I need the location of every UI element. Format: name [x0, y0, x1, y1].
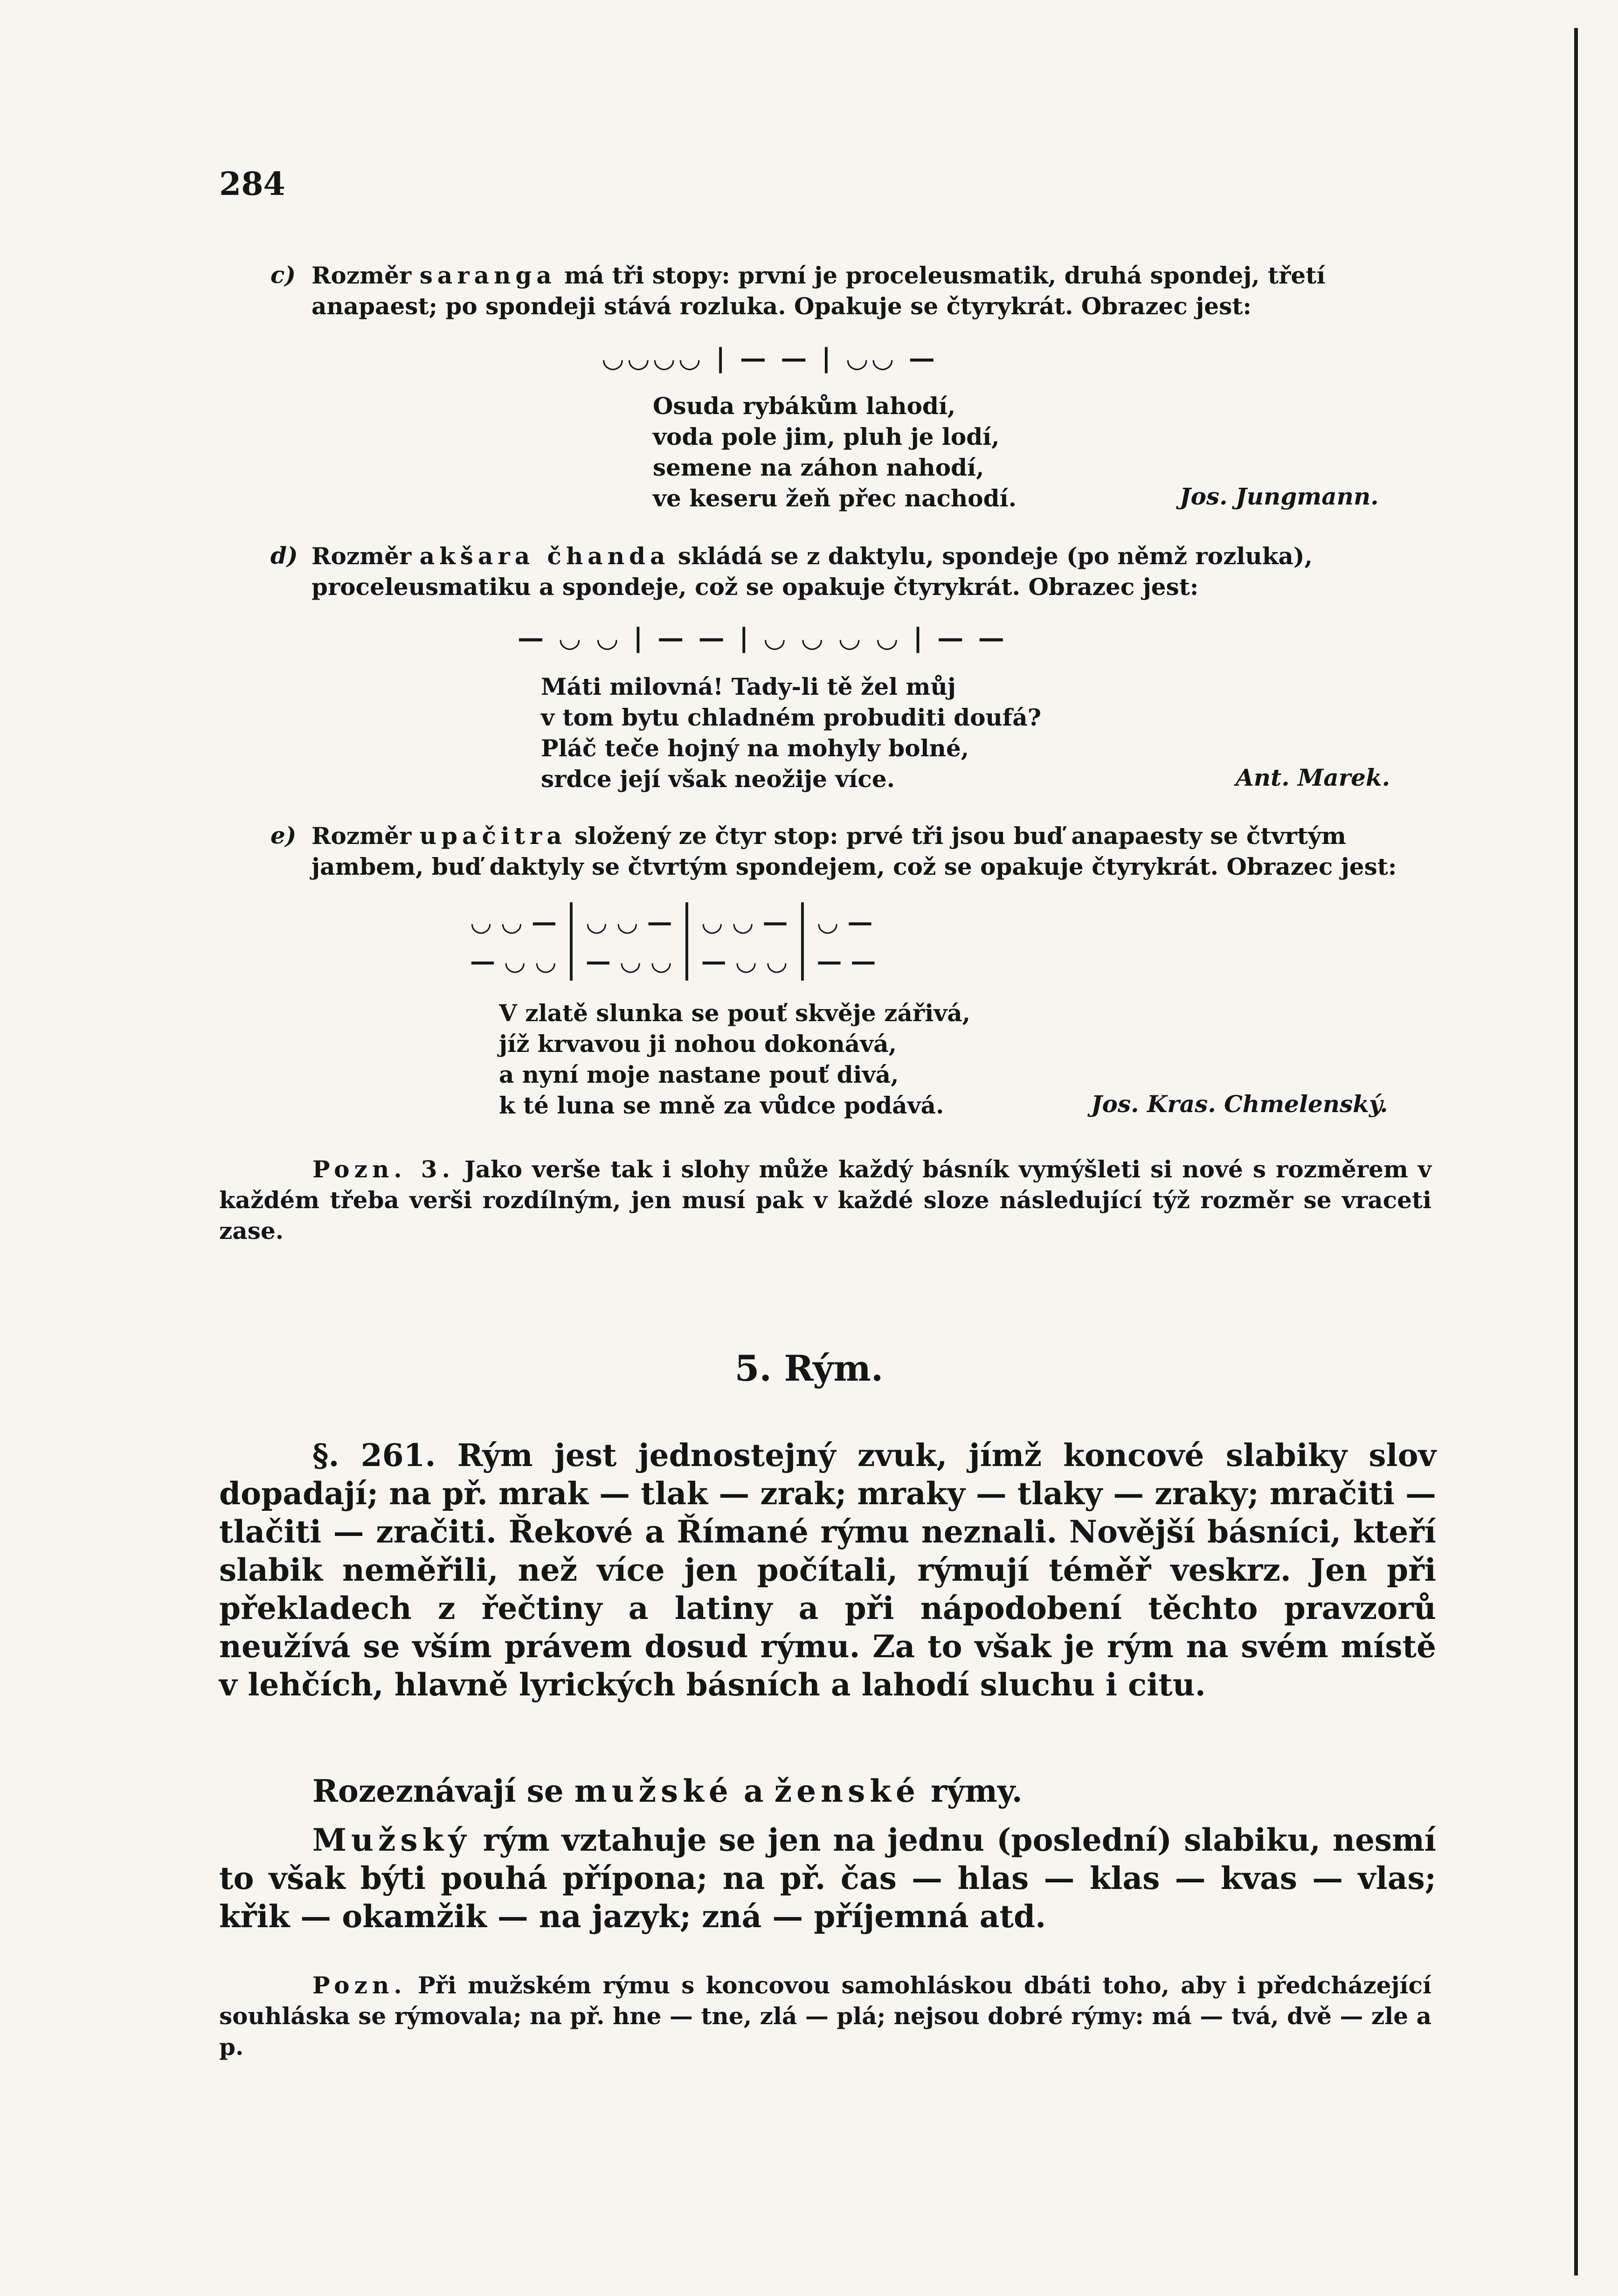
section-d-text: Rozměr akšara čhanda skládá se z daktylu, spondeje (po němž rozluka), proceleusmatiku a spondeje, což se opakuje čtyrykrát. Obrazec jest: [311, 542, 1313, 601]
author-d: Ant. Marek. [1236, 764, 1390, 791]
poem-d: Máti milovná! Tady-li tě žel můj v tom bytu chladném probuditi doufá? Pláč teče hojný na mohyly bolné, srdce její však neožije více. [541, 673, 1041, 793]
term-zenske: ženské [774, 1773, 920, 1809]
note-3: Pozn. 3. Jako verše tak i slohy může každý básník vymýšleti si nové s rozměrem v každém třeba verši rozdílným, jen musí pak v každé sloze následující týž rozměr se vraceti zase. [219, 1155, 1431, 1245]
scheme-cell: ◡ ◡ — [571, 902, 687, 941]
scheme-row [457, 902, 889, 941]
paragraph-261: §. 261. Rým jest jednostejný zvuk, jímž koncové slabiky slov dopadají; na př. mrak — tlak — zrak; mraky — tlaky — zraky; mračiti — tlačiti — zračiti. Řekové a Římané rýmu neznali. Novější básníci, kteří slabik neměřili, než více jen počítali, rýmují téměř veskrz. Jen při překladech z řečtiny a latiny a při nápodobení těchto pravzorů neužívá se vším právem dosud rýmu. Za to však je rým na svém místě v lehčích, hlavně lyrických básních a lahodí sluchu i citu. [219, 1437, 1436, 1703]
term-upacitra: upačitra [419, 822, 567, 850]
scheme-cell: ◡ — [802, 902, 889, 941]
term-muzske: mužské [574, 1773, 733, 1809]
term-muzsky: Mužský [312, 1822, 471, 1858]
section-e-label: e) [270, 822, 297, 849]
masculine-rhyme-paragraph: Mužský rým vztahuje se jen na jednu (poslední) slabiku, nesmí to však býti pouhá přípona; na př. čas — hlas — klas — kvas — vlas; křik — okamžik — na jazyk; zná — příjemná atd. [219, 1822, 1436, 1935]
section-c-text: Rozměr saranga má tři stopy: první je proceleusmatik, druhá spondej, třetí anapaest; po spondeji stává rozluka. Opakuje se čtyrykrát. Obrazec jest: [311, 262, 1326, 320]
scheme-cell: — ◡ ◡ [470, 946, 557, 976]
term-saranga: saranga [419, 262, 556, 289]
scheme-cell: — ◡ ◡ [571, 941, 687, 981]
author-c: Jos. Jungmann. [1180, 483, 1379, 510]
section-c-label: c) [270, 261, 296, 289]
note-final-label: Pozn. [312, 1971, 407, 1999]
scheme-e-grid [457, 902, 889, 981]
scheme-row [457, 941, 889, 981]
author-e: Jos. Kras. Chmelenský. [1091, 1090, 1388, 1118]
scheme-cell: ◡ ◡ — [687, 902, 802, 941]
page-number: 284 [219, 166, 285, 203]
note-final: Pozn. Při mužském rýmu s koncovou samohláskou dbáti toho, aby i předcházející souhláska se rýmovala; na př. hne — tne, zlá — plá; nejsou dobré rýmy: má — tvá, dvě — zle a p. [219, 1971, 1431, 2061]
poem-c: Osuda rybákům lahodí, voda pole jim, pluh je lodí, semene na záhon nahodí, ve keseru žeň přec nachodí. [653, 392, 1016, 512]
scheme-cell: — ◡ ◡ [687, 941, 802, 981]
note-3-label: Pozn. 3. [312, 1155, 455, 1183]
term-aksara-chanda: akšara čhanda [419, 542, 670, 570]
rhyme-types-line: Rozeznávají se mužské a ženské rýmy. [312, 1773, 1023, 1809]
scheme-cell: ◡ ◡ — [470, 907, 557, 937]
poem-e: V zlatě slunka se pouť skvěje zářivá, jíž krvavou ji nohou dokonává, a nyní moje nastane pouť divá, k té luna se mně za vůdce podává. [499, 999, 971, 1119]
section-e-text: Rozměr upačitra složený ze čtyr stop: prvé tři jsou buď anapaesty se čtvrtým jambem, buď daktyly se čtvrtým spondejem, což se opakuje čtyrykrát. Obrazec jest: [311, 822, 1397, 880]
scheme-c: ◡◡◡◡ | — — | ◡◡ — [602, 343, 938, 373]
section-d-label: d) [270, 542, 298, 569]
scheme-d: — ◡ ◡ | — — | ◡ ◡ ◡ ◡ | — — [518, 622, 1007, 653]
page-edge-line [1574, 28, 1578, 2275]
section-heading: 5. Rým. [734, 1348, 884, 1389]
scheme-cell: — — [802, 941, 889, 981]
